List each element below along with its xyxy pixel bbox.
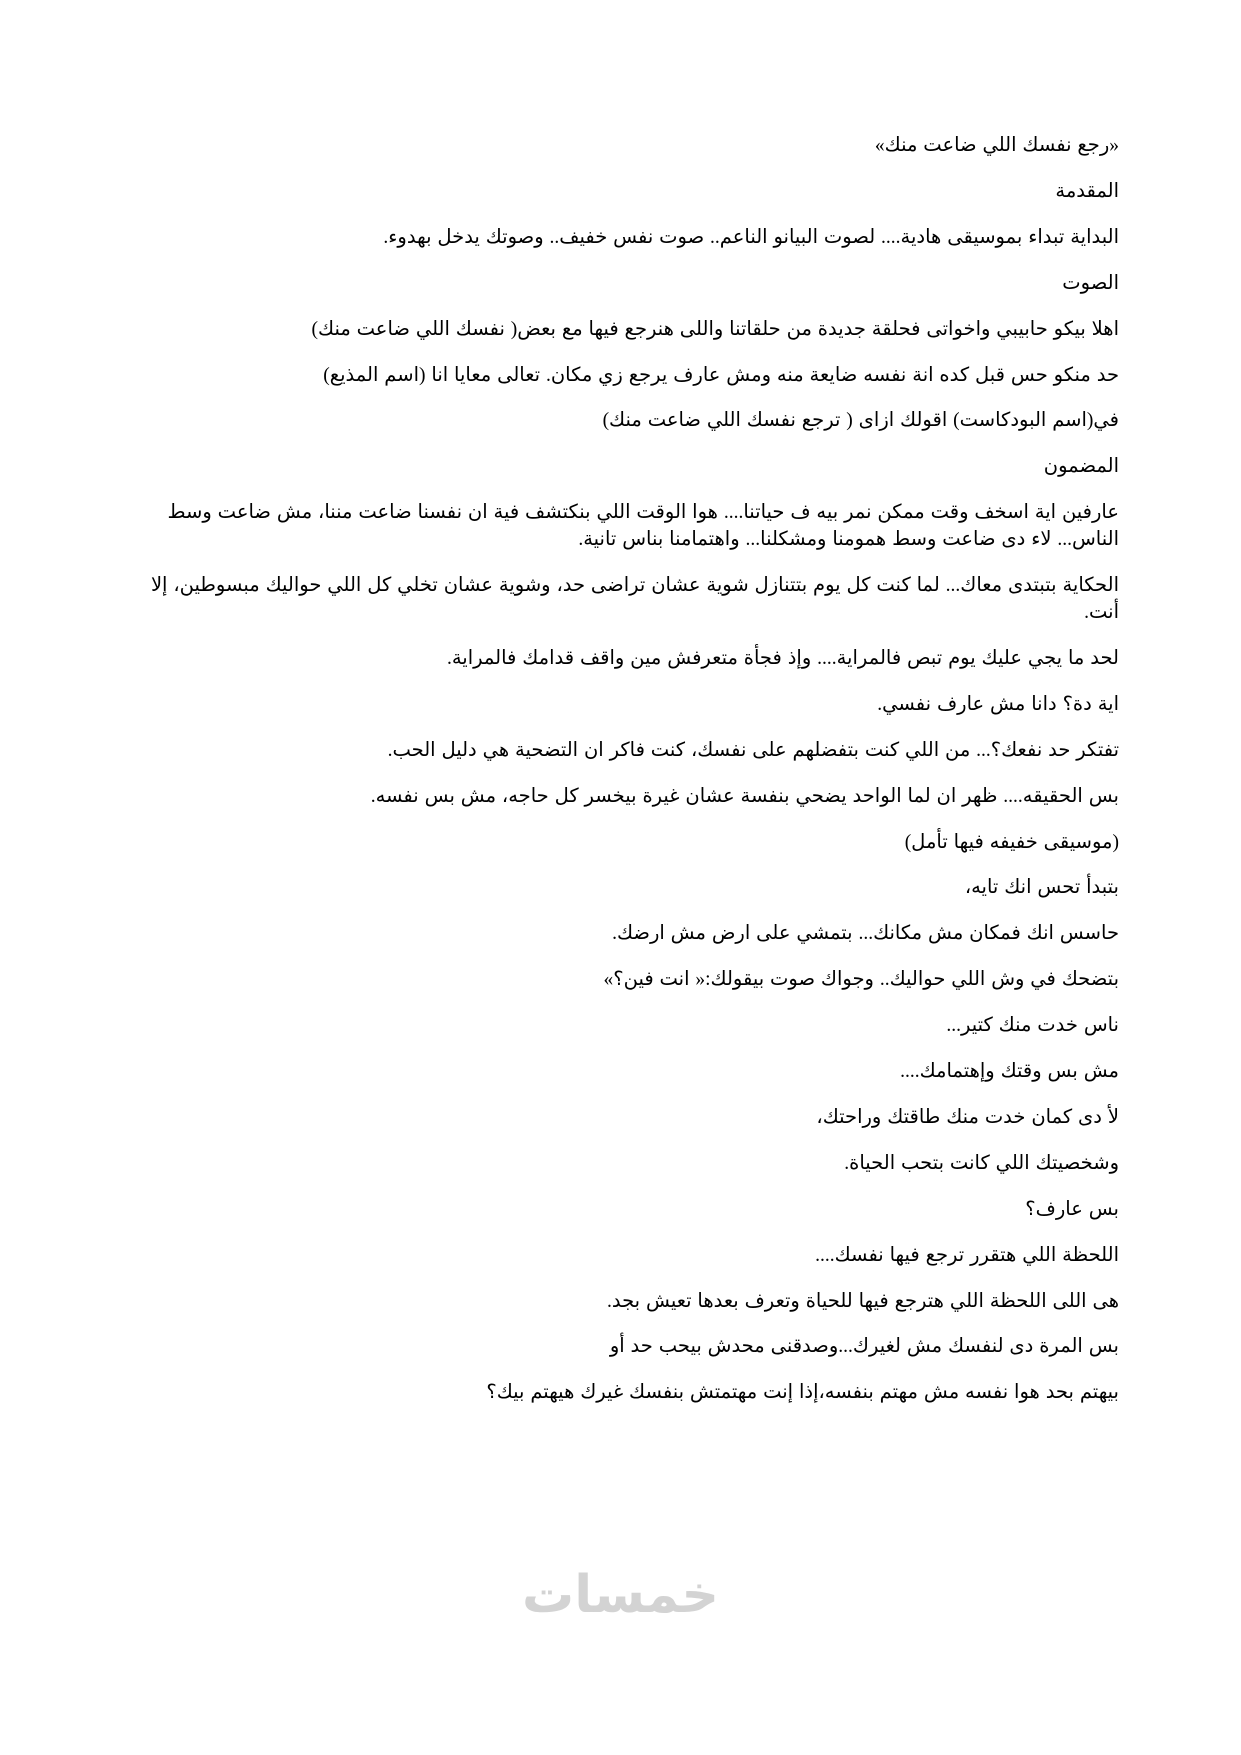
paragraph: الحكاية بتبتدى معاك... لما كنت كل يوم بتتنازل شوية عشان تراضى حد، وشوية عشان تخلي كل اللي حواليك مبسوطين، إلا أنت. xyxy=(150,575,1119,623)
paragraph: المقدمة xyxy=(1055,180,1119,202)
paragraph: في(اسم البودكاست) اقولك ازاى ( ترجع نفسك اللي ضاعت منك) xyxy=(602,410,1119,432)
paragraph: تفتكر حد نفعك؟... من اللي كنت بتفضلهم على نفسك، كنت فاكر ان التضحية هي دليل الحب. xyxy=(387,739,1119,761)
paragraph: (موسيقى خفيفه فيها تأمل) xyxy=(904,831,1119,853)
paragraph: البداية تبداء بموسيقى هادية.... لصوت البيانو الناعم.. صوت نفس خفيف.. وصوتك يدخل بهدوء. xyxy=(383,226,1119,248)
paragraph: بس عارف؟ xyxy=(1025,1198,1119,1220)
document-body xyxy=(118,133,1119,1407)
paragraph: وشخصيتك اللي كانت بتحب الحياة. xyxy=(844,1152,1119,1174)
paragraph: بس الحقيقه.... ظهر ان لما الواحد يضحي بنفسة عشان غيرة بيخسر كل حاجه، مش بس نفسه. xyxy=(370,785,1119,807)
paragraph: اللحظة اللي هتقرر ترجع فيها نفسك.... xyxy=(815,1244,1119,1266)
paragraph: حد منكو حس قبل كده انة نفسه ضايعة منه ومش عارف يرجع زي مكان. تعالى معايا انا (اسم المذيع) xyxy=(323,364,1119,386)
paragraph: بتضحك في وش اللي حواليك.. وجواك صوت بيقولك:« انت فين؟» xyxy=(603,969,1119,991)
paragraph: بيهتم بحد هوا نفسه مش مهتم بنفسه،إذا إنت مهتمتش بنفسك غيرك هيهتم بيك؟ xyxy=(486,1382,1119,1404)
paragraph: بس المرة دى لنفسك مش لغيرك...وصدقنى محدش بيحب حد أو xyxy=(609,1336,1119,1358)
paragraph: ناس خدت منك كتير... xyxy=(946,1015,1119,1037)
paragraph: بتبدأ تحس انك تايه، xyxy=(964,877,1119,899)
paragraph: حاسس انك فمكان مش مكانك... بتمشي على ارض مش ارضك. xyxy=(612,923,1119,945)
paragraph: الصوت xyxy=(1062,272,1119,294)
paragraph: اية دة؟ دانا مش عارف نفسي. xyxy=(877,693,1119,715)
document-title: «رجع نفسك اللي ضاعت منك» xyxy=(874,135,1119,156)
paragraph: المضمون xyxy=(1043,456,1119,478)
paragraph: لحد ما يجي عليك يوم تبص فالمراية.... وإذ فجأة متعرفش مين واقف قدامك فالمراية. xyxy=(446,647,1119,669)
khamsat-watermark: خمسات xyxy=(521,1565,720,1625)
paragraph: عارفين اية اسخف وقت ممكن نمر بيه ف حياتنا.... هوا الوقت اللي بنكتشف فية ان نفسنا ضاعت مننا، مش ضاعت وسط الناس... لاء دى ضاعت وسط همومنا ومشكلنا... واهتمامنا بناس تانية. xyxy=(167,502,1119,551)
paragraph: هى اللى اللحظة اللي هترجع فيها للحياة وتعرف بعدها تعيش بجد. xyxy=(606,1290,1119,1312)
paragraph: مش بس وقتك وإهتمامك.... xyxy=(900,1061,1119,1083)
paragraph: اهلا بيكو حابيبي واخواتى فحلقة جديدة من حلقاتنا واللى هنرجع فيها مع بعض( نفسك اللي ضاعت منك) xyxy=(311,318,1119,340)
paragraph: لأ دى كمان خدت منك طاقتك وراحتك، xyxy=(816,1106,1119,1128)
